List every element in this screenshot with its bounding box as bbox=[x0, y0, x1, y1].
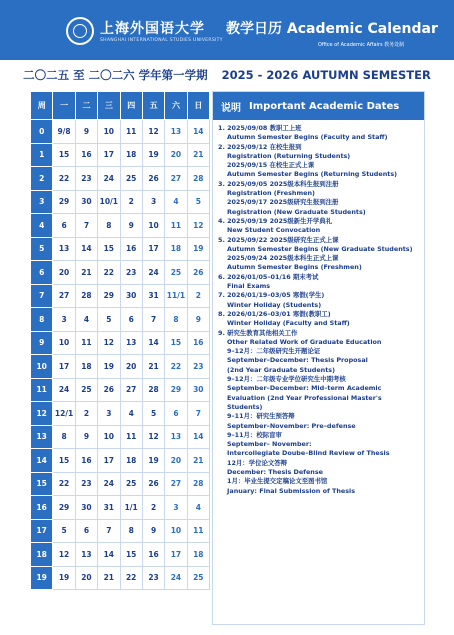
notes-title-cn: 说明 bbox=[221, 102, 241, 114]
calendar-day-cell: 27 bbox=[165, 472, 187, 496]
calendar-day-cell: 21 bbox=[187, 449, 209, 473]
calendar-day-cell: 20 bbox=[165, 449, 187, 473]
calendar-day-cell: 8 bbox=[120, 519, 142, 543]
calendar-day-cell: 30 bbox=[187, 378, 209, 402]
calendar-day-cell: 12 bbox=[98, 331, 120, 355]
note-line: Evaluation (2nd Year Professional Master's bbox=[227, 393, 382, 402]
calendar-day-cell: 11 bbox=[120, 425, 142, 449]
calendar-day-cell: 14 bbox=[187, 425, 209, 449]
calendar-week-row bbox=[31, 355, 210, 379]
note-line: Autumn Semester Begins (New Graduate Students) bbox=[227, 244, 413, 253]
calendar-day-cell: 15 bbox=[120, 543, 142, 567]
week-number: 3 bbox=[31, 190, 53, 214]
calendar-day-cell: 29 bbox=[53, 496, 75, 520]
calendar-day-cell: 12 bbox=[142, 425, 164, 449]
calendar-day-cell: 24 bbox=[142, 261, 164, 285]
note-line: 3. 2025/09/05 2025级本科生报到注册 bbox=[218, 179, 339, 188]
semester-title-cn: 二〇二五 至 二〇二六 学年第一学期 bbox=[23, 68, 208, 82]
calendar-day-cell: 30 bbox=[75, 496, 97, 520]
note-line: 1. 2025/09/08 教职工上班 bbox=[218, 124, 302, 132]
notes-title-en: Important Academic Dates bbox=[249, 100, 400, 112]
university-name-en: SHANGHAI INTERNATIONAL STUDIES UNIVERSITY bbox=[100, 38, 223, 43]
calendar-day-cell: 6 bbox=[165, 402, 187, 426]
calendar-week-row bbox=[31, 237, 210, 261]
calendar-day-cell: 11 bbox=[187, 519, 209, 543]
note-line: Students) bbox=[227, 402, 263, 411]
note-line: 9. 研究生教育其他相关工作 bbox=[218, 328, 298, 337]
calendar-day-cell: 9 bbox=[75, 425, 97, 449]
calendar-day-cell: 11 bbox=[165, 214, 187, 238]
calendar-week-row bbox=[31, 261, 210, 285]
calendar-day-cell: 2 bbox=[142, 496, 164, 520]
note-line: 9–11月：研究生预答辩 bbox=[227, 412, 295, 421]
note-line: 2025/09/15 在校生正式上课 bbox=[227, 161, 315, 170]
calendar-day-cell: 23 bbox=[75, 167, 97, 191]
note-line: Intercollegiate Doube–Blind Review of Thesis bbox=[227, 449, 390, 458]
notes-panel bbox=[212, 91, 425, 625]
calendar-day-cell: 26 bbox=[142, 472, 164, 496]
calendar-day-cell: 3 bbox=[165, 496, 187, 520]
calendar-day-cell: 17 bbox=[142, 237, 164, 261]
calendar-day-cell: 25 bbox=[120, 472, 142, 496]
calendar-day-cell: 5 bbox=[142, 402, 164, 426]
note-line: 9–12月：二年级研究生开题论证 bbox=[227, 347, 321, 356]
calendar-week-row bbox=[31, 543, 210, 567]
calendar-day-cell: 10 bbox=[98, 120, 120, 144]
semester-title bbox=[0, 64, 454, 86]
calendar-header-cell: 六 bbox=[165, 92, 187, 120]
calendar-week-row bbox=[31, 284, 210, 308]
calendar-day-cell: 30 bbox=[120, 284, 142, 308]
calendar-day-cell: 10/1 bbox=[98, 190, 120, 214]
calendar-week-row bbox=[31, 190, 210, 214]
semester-title-en: 2025 - 2026 AUTUMN SEMESTER bbox=[221, 68, 431, 82]
week-number: 18 bbox=[31, 543, 53, 567]
calendar-day-cell: 15 bbox=[53, 143, 75, 167]
calendar-week-row bbox=[31, 378, 210, 402]
header-banner bbox=[0, 0, 454, 60]
calendar-header-cell: 一 bbox=[53, 92, 75, 120]
week-number: 14 bbox=[31, 449, 53, 473]
calendar-day-cell: 25 bbox=[165, 261, 187, 285]
week-number: 17 bbox=[31, 519, 53, 543]
office-label: Office of Academic Affairs 教务处制 bbox=[318, 42, 405, 48]
calendar-day-cell: 18 bbox=[187, 543, 209, 567]
note-line: 2. 2025/09/12 在校生报到 bbox=[218, 142, 302, 151]
calendar-day-cell: 10 bbox=[165, 519, 187, 543]
calendar-day-cell: 9 bbox=[142, 519, 164, 543]
calendar-day-cell: 10 bbox=[98, 425, 120, 449]
calendar-day-cell: 18 bbox=[120, 143, 142, 167]
note-line: 2025/09/17 2025级研究生报到注册 bbox=[227, 198, 339, 207]
calendar-week-row bbox=[31, 214, 210, 238]
calendar-day-cell: 31 bbox=[98, 496, 120, 520]
week-number: 4 bbox=[31, 214, 53, 238]
calendar-day-cell: 29 bbox=[98, 284, 120, 308]
calendar-day-cell: 9/8 bbox=[53, 120, 75, 144]
note-line: September–December: Mid–term Academic bbox=[227, 384, 382, 393]
calendar-day-cell: 25 bbox=[187, 566, 209, 590]
calendar-day-cell: 6 bbox=[75, 519, 97, 543]
calendar-body bbox=[31, 120, 210, 590]
calendar-day-cell: 22 bbox=[53, 472, 75, 496]
calendar-day-cell: 17 bbox=[98, 449, 120, 473]
calendar-header-row bbox=[31, 92, 210, 120]
calendar-day-cell: 29 bbox=[53, 190, 75, 214]
calendar-day-cell: 11 bbox=[75, 331, 97, 355]
calendar-day-cell: 18 bbox=[165, 237, 187, 261]
week-number: 2 bbox=[31, 167, 53, 191]
calendar-day-cell: 7 bbox=[98, 519, 120, 543]
calendar-day-cell: 20 bbox=[53, 261, 75, 285]
calendar-week-row bbox=[31, 472, 210, 496]
calendar-day-cell: 28 bbox=[142, 378, 164, 402]
week-number: 15 bbox=[31, 472, 53, 496]
note-line: 1月：毕业生提交定稿论文至图书馆 bbox=[227, 477, 328, 486]
calendar-day-cell: 22 bbox=[98, 261, 120, 285]
note-line: 9–12月：二年级专业学位研究生中期考核 bbox=[227, 375, 346, 384]
calendar-table bbox=[30, 91, 210, 590]
calendar-day-cell: 7 bbox=[75, 214, 97, 238]
calendar-week-row bbox=[31, 425, 210, 449]
calendar-day-cell: 14 bbox=[187, 120, 209, 144]
calendar-day-cell: 17 bbox=[98, 143, 120, 167]
calendar-day-cell: 4 bbox=[75, 308, 97, 332]
calendar-day-cell: 30 bbox=[75, 190, 97, 214]
calendar-day-cell: 16 bbox=[75, 449, 97, 473]
calendar-day-cell: 6 bbox=[120, 308, 142, 332]
calendar-day-cell: 3 bbox=[142, 190, 164, 214]
week-number: 7 bbox=[31, 284, 53, 308]
week-number: 5 bbox=[31, 237, 53, 261]
calendar-day-cell: 21 bbox=[75, 261, 97, 285]
calendar-day-cell: 19 bbox=[142, 143, 164, 167]
calendar-day-cell: 13 bbox=[165, 425, 187, 449]
calendar-day-cell: 2 bbox=[120, 190, 142, 214]
calendar-week-row bbox=[31, 496, 210, 520]
week-number: 10 bbox=[31, 355, 53, 379]
week-number: 9 bbox=[31, 331, 53, 355]
calendar-day-cell: 21 bbox=[142, 355, 164, 379]
calendar-day-cell: 24 bbox=[53, 378, 75, 402]
calendar-day-cell: 10 bbox=[53, 331, 75, 355]
note-line: Winter Holiday (Students) bbox=[227, 300, 322, 309]
calendar-day-cell: 10 bbox=[142, 214, 164, 238]
calendar-day-cell: 7 bbox=[187, 402, 209, 426]
calendar-day-cell: 16 bbox=[142, 543, 164, 567]
calendar-day-cell: 9 bbox=[120, 214, 142, 238]
calendar-day-cell: 16 bbox=[75, 143, 97, 167]
calendar-day-cell: 12/1 bbox=[53, 402, 75, 426]
calendar-day-cell: 18 bbox=[120, 449, 142, 473]
calendar-day-cell: 9 bbox=[187, 308, 209, 332]
calendar-day-cell: 24 bbox=[98, 472, 120, 496]
calendar-day-cell: 20 bbox=[165, 143, 187, 167]
note-line: January: Final Submission of Thesis bbox=[227, 486, 356, 495]
note-line: Other Related Work of Graduate Education bbox=[227, 337, 382, 346]
calendar-week-row bbox=[31, 143, 210, 167]
calendar-day-cell: 17 bbox=[53, 355, 75, 379]
calendar-day-cell: 1/1 bbox=[120, 496, 142, 520]
week-number: 13 bbox=[31, 425, 53, 449]
calendar-day-cell: 16 bbox=[120, 237, 142, 261]
calendar-day-cell: 13 bbox=[53, 237, 75, 261]
calendar-header-cell: 三 bbox=[98, 92, 120, 120]
calendar-day-cell: 14 bbox=[98, 543, 120, 567]
calendar-day-cell: 7 bbox=[142, 308, 164, 332]
calendar-day-cell: 2 bbox=[75, 402, 97, 426]
calendar-day-cell: 14 bbox=[142, 331, 164, 355]
calendar-day-cell: 19 bbox=[53, 566, 75, 590]
calendar-day-cell: 26 bbox=[187, 261, 209, 285]
calendar-day-cell: 26 bbox=[142, 167, 164, 191]
calendar-day-cell: 8 bbox=[165, 308, 187, 332]
calendar-day-cell: 21 bbox=[98, 566, 120, 590]
note-line: Registration (Returning Students) bbox=[227, 151, 351, 160]
calendar-day-cell: 24 bbox=[98, 167, 120, 191]
note-line: September–December: Thesis Proposal bbox=[227, 356, 368, 365]
calendar-day-cell: 31 bbox=[142, 284, 164, 308]
calendar-day-cell: 13 bbox=[165, 120, 187, 144]
note-line: 12月：学位论文答辩 bbox=[227, 458, 288, 467]
calendar-day-cell: 6 bbox=[53, 214, 75, 238]
note-line: Registration (Freshmen) bbox=[227, 189, 315, 198]
calendar-day-cell: 26 bbox=[98, 378, 120, 402]
calendar-day-cell: 27 bbox=[53, 284, 75, 308]
calendar-header-cell: 二 bbox=[75, 92, 97, 120]
calendar-day-cell: 5 bbox=[187, 190, 209, 214]
calendar-day-cell: 2 bbox=[187, 284, 209, 308]
week-number: 8 bbox=[31, 308, 53, 332]
calendar-week-row bbox=[31, 308, 210, 332]
calendar-day-cell: 20 bbox=[120, 355, 142, 379]
calendar-day-cell: 23 bbox=[187, 355, 209, 379]
note-line: December: Thesis Defense bbox=[227, 467, 323, 476]
calendar-day-cell: 16 bbox=[187, 331, 209, 355]
calendar-header-cell: 周 bbox=[31, 92, 53, 120]
calendar-day-cell: 29 bbox=[165, 378, 187, 402]
calendar-day-cell: 12 bbox=[187, 214, 209, 238]
calendar-day-cell: 23 bbox=[75, 472, 97, 496]
note-line: September–November: Pre–defense bbox=[227, 421, 356, 430]
week-number: 0 bbox=[31, 120, 53, 144]
calendar-day-cell: 27 bbox=[120, 378, 142, 402]
note-line: 5. 2025/09/22 2025级研究生正式上课 bbox=[218, 235, 339, 244]
calendar-day-cell: 19 bbox=[98, 355, 120, 379]
note-line: Registration (New Graduate Students) bbox=[227, 207, 366, 216]
calendar-day-cell: 9 bbox=[75, 120, 97, 144]
calendar-day-cell: 19 bbox=[187, 237, 209, 261]
calendar-day-cell: 18 bbox=[75, 355, 97, 379]
note-line: New Student Convocation bbox=[227, 226, 321, 235]
note-line: 4. 2025/09/19 2025级新生开学典礼 bbox=[218, 216, 333, 225]
calendar-day-cell: 12 bbox=[53, 543, 75, 567]
note-line: Autumn Semester Begins (Freshmen) bbox=[227, 263, 362, 272]
note-line: Final Exams bbox=[227, 282, 271, 291]
calendar-title: 教学日历 Academic Calendar bbox=[226, 21, 438, 37]
calendar-week-row bbox=[31, 449, 210, 473]
calendar-header-cell: 日 bbox=[187, 92, 209, 120]
calendar-week-row bbox=[31, 167, 210, 191]
note-line: 8. 2026/01/26–03/01 寒假(教职工) bbox=[218, 309, 331, 318]
calendar-day-cell: 19 bbox=[142, 449, 164, 473]
calendar-day-cell: 28 bbox=[187, 472, 209, 496]
note-line: Autumn Semester Begins (Returning Students) bbox=[227, 170, 398, 179]
calendar-week-row bbox=[31, 331, 210, 355]
calendar-week-row bbox=[31, 120, 210, 144]
calendar-day-cell: 4 bbox=[187, 496, 209, 520]
note-line: 7. 2026/01/19–03/05 寒假(学生) bbox=[218, 291, 325, 300]
calendar-day-cell: 5 bbox=[53, 519, 75, 543]
calendar-day-cell: 15 bbox=[98, 237, 120, 261]
calendar-day-cell: 4 bbox=[120, 402, 142, 426]
week-number: 19 bbox=[31, 566, 53, 590]
calendar-day-cell: 22 bbox=[53, 167, 75, 191]
calendar-day-cell: 27 bbox=[165, 167, 187, 191]
calendar-day-cell: 23 bbox=[142, 566, 164, 590]
note-line: 6. 2026/01/05–01/16 期末考试 bbox=[218, 272, 319, 281]
calendar-day-cell: 8 bbox=[98, 214, 120, 238]
calendar-day-cell: 21 bbox=[187, 143, 209, 167]
calendar-day-cell: 28 bbox=[75, 284, 97, 308]
university-name-cn: 上海外国语大学 bbox=[100, 21, 205, 37]
calendar-day-cell: 13 bbox=[75, 543, 97, 567]
calendar-day-cell: 3 bbox=[98, 402, 120, 426]
calendar-day-cell: 12 bbox=[142, 120, 164, 144]
note-line: September– November: bbox=[227, 440, 312, 449]
calendar-day-cell: 3 bbox=[53, 308, 75, 332]
calendar-day-cell: 22 bbox=[165, 355, 187, 379]
calendar-week-row bbox=[31, 402, 210, 426]
week-number: 16 bbox=[31, 496, 53, 520]
calendar-header-cell: 五 bbox=[142, 92, 164, 120]
calendar-day-cell: 17 bbox=[165, 543, 187, 567]
calendar-day-cell: 14 bbox=[75, 237, 97, 261]
calendar-day-cell: 23 bbox=[120, 261, 142, 285]
note-line: Autumn Semester Begins (Faculty and Staff) bbox=[227, 133, 388, 142]
notes-header bbox=[213, 92, 424, 120]
calendar-day-cell: 8 bbox=[53, 425, 75, 449]
calendar-day-cell: 24 bbox=[165, 566, 187, 590]
calendar-day-cell: 4 bbox=[165, 190, 187, 214]
week-number: 1 bbox=[31, 143, 53, 167]
notes-list bbox=[213, 120, 424, 496]
calendar-day-cell: 15 bbox=[53, 449, 75, 473]
calendar-day-cell: 15 bbox=[165, 331, 187, 355]
calendar-day-cell: 5 bbox=[98, 308, 120, 332]
calendar-day-cell: 28 bbox=[187, 167, 209, 191]
calendar-day-cell: 25 bbox=[75, 378, 97, 402]
calendar-week-row bbox=[31, 519, 210, 543]
note-line: Winter Holiday (Faculty and Staff) bbox=[227, 319, 350, 328]
calendar-day-cell: 13 bbox=[120, 331, 142, 355]
university-logo bbox=[66, 17, 94, 45]
week-number: 11 bbox=[31, 378, 53, 402]
note-line: 9–11月：校际盲审 bbox=[227, 430, 282, 439]
note-line: (2nd Year Graduate Students) bbox=[227, 365, 335, 374]
note-line: 2025/09/24 2025级本科生正式上课 bbox=[227, 254, 339, 263]
calendar-day-cell: 25 bbox=[120, 167, 142, 191]
calendar-day-cell: 11 bbox=[120, 120, 142, 144]
calendar-panel bbox=[30, 91, 425, 625]
calendar-day-cell: 22 bbox=[120, 566, 142, 590]
week-number: 6 bbox=[31, 261, 53, 285]
calendar-header-cell: 四 bbox=[120, 92, 142, 120]
calendar-week-row bbox=[31, 566, 210, 590]
week-number: 12 bbox=[31, 402, 53, 426]
calendar-day-cell: 11/1 bbox=[165, 284, 187, 308]
calendar-day-cell: 20 bbox=[75, 566, 97, 590]
